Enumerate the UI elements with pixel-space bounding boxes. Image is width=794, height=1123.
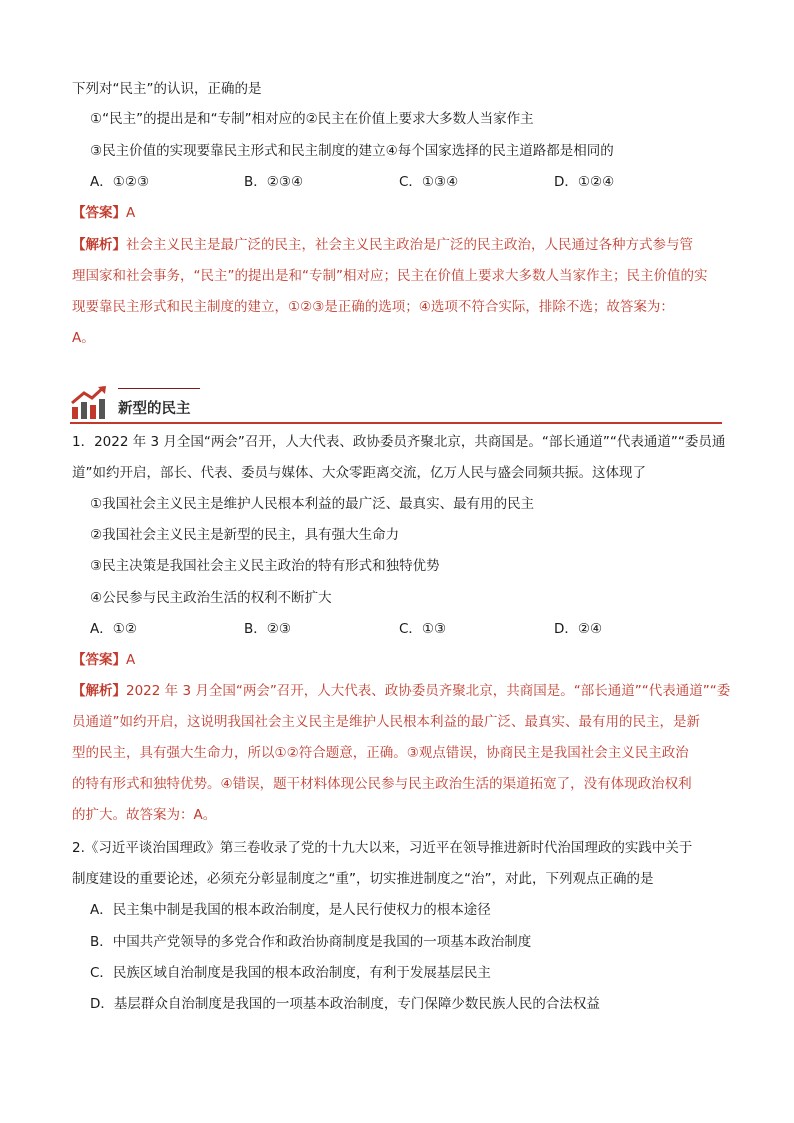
- q1-analysis-line-4: 的特有形式和独特优势。④错误，题干材料体现公民参与民主政治生活的渠道拓宽了，没有体现政治权利: [72, 776, 692, 792]
- bar-chart-trend-icon: [70, 385, 110, 421]
- q2-stem-line-1: 2.《习近平谈治国理政》第三卷收录了党的十九大以来，习近平在领导推进新时代治国理政的实践中关于: [72, 840, 693, 856]
- q0-option-c: C．①③④: [399, 174, 459, 190]
- q1-answer: [72, 650, 135, 670]
- section-header: [70, 385, 722, 425]
- q0-analysis-line-4: A。: [72, 330, 95, 346]
- answer-value: A: [126, 652, 136, 668]
- q1-analysis-line-3: 型的民主，具有强大生命力，所以①②符合题意，正确。③观点错误，协商民主是我国社会主义民主政治: [72, 745, 689, 761]
- q1-analysis-line-2: 员通道”如约开启，这说明我国社会主义民主是维护人民根本利益的最广泛、最真实、最有用的民主，是新: [72, 714, 700, 730]
- q1-stem-line-2: 道”如约开启，部长、代表、委员与媒体、大众零距离交流，亿万人民与盛会同频共振。这体现了: [72, 465, 646, 481]
- q1-stem-line-1: 1．2022 年 3 月全国“两会”召开，人大代表、政协委员齐聚北京，共商国是。“部长通道”“代表通道”“委员通: [72, 434, 726, 450]
- q0-option-a: A．①②③: [90, 174, 150, 190]
- q2-option-c: C．民族区域自治制度是我国的根本政治制度，有利于发展基层民主: [90, 965, 491, 981]
- q2-option-b: B．中国共产党领导的多党合作和政治协商制度是我国的一项基本政治制度: [90, 934, 532, 950]
- analysis-text: 社会主义民主是最广泛的民主，社会主义民主政治是广泛的民主政治，人民通过各种方式参与管: [126, 237, 693, 253]
- q1-item-4: ④公民参与民主政治生活的权利不断扩大: [90, 590, 332, 606]
- q1-option-c: C．①③: [399, 621, 447, 637]
- q1-option-d: D．②④: [554, 621, 603, 637]
- answer-tag: 【答案】: [72, 205, 126, 221]
- analysis-tag: 【解析】: [72, 683, 126, 699]
- q2-option-d: D．基层群众自治制度是我国的一项基本政治制度，专门保障少数民族人民的合法权益: [90, 996, 600, 1012]
- q0-stem: 下列对“民主”的认识，正确的是: [72, 81, 262, 97]
- q0-answer: [72, 203, 135, 223]
- analysis-text: 2022 年 3 月全国“两会”召开，人大代表、政协委员齐聚北京，共商国是。“部长通道”“代表通道”“委: [126, 683, 731, 699]
- section-title-rule: [118, 388, 200, 389]
- q0-item-1: ①“民主”的提出是和“专制”相对应的②民主在价值上要求大多数人当家作主: [90, 111, 534, 127]
- section-divider: [70, 422, 722, 424]
- q0-analysis-line-1: [72, 235, 693, 255]
- q0-option-d: D．①②④: [554, 174, 615, 190]
- analysis-tag: 【解析】: [72, 237, 126, 253]
- q1-analysis-line-5: 的扩大。故答案为：A。: [72, 807, 217, 823]
- q1-option-b: B．②③: [244, 621, 291, 637]
- q1-analysis-line-1: [72, 681, 730, 701]
- answer-tag: 【答案】: [72, 652, 126, 668]
- q2-stem-line-2: 制度建设的重要论述，必须充分彰显制度之“重”，切实推进制度之“治”，对此，下列观点正确的是: [72, 871, 654, 887]
- q1-item-3: ③民主决策是我国社会主义民主政治的特有形式和独特优势: [90, 558, 440, 574]
- q1-item-1: ①我国社会主义民主是维护人民根本利益的最广泛、最真实、最有用的民主: [90, 496, 535, 512]
- q0-analysis-line-2: 理国家和社会事务，“民主”的提出是和“专制”相对应；民主在价值上要求大多数人当家作主；民主价值的实: [72, 268, 708, 284]
- q1-item-2: ②我国社会主义民主是新型的民主，具有强大生命力: [90, 527, 400, 543]
- q2-option-a: A．民主集中制是我国的根本政治制度，是人民行使权力的根本途径: [90, 902, 491, 918]
- q0-option-b: B．②③④: [244, 174, 304, 190]
- q1-option-a: A．①②: [90, 621, 137, 637]
- q0-item-2: ③民主价值的实现要靠民主形式和民主制度的建立④每个国家选择的民主道路都是相同的: [90, 143, 614, 159]
- answer-value: A: [126, 205, 136, 221]
- section-title: 新型的民主: [118, 401, 191, 417]
- q0-analysis-line-3: 现要靠民主形式和民主制度的建立，①②③是正确的选项；④选项不符合实际，排除不选；故答案为：: [72, 299, 674, 315]
